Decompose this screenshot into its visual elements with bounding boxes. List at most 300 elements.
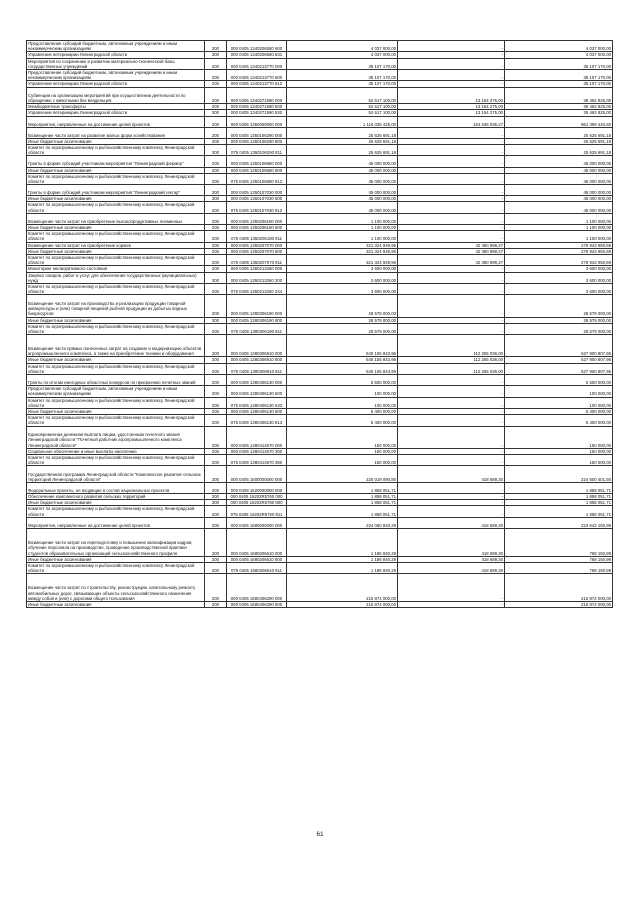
row-executed-amount-cell: - [398,173,505,184]
row-unexecuted-amount-cell: 5 400 000,00 [505,408,613,414]
row-classification-code-cell: 000 0405 1350213260 000 [227,266,287,272]
row-approved-amount-cell: 35 107 170,00 [287,81,398,87]
row-executed-amount-cell: - [398,408,505,414]
row-name-cell: Возмещение части затрат на приобретение кормов [27,242,205,248]
row-unexecuted-amount-cell: 45 000 000,00 [505,185,613,196]
row-executed-amount-cell: - [398,266,505,272]
row-line-code-cell: 200 [205,574,227,602]
row-classification-code-cell: 000 0405 1680206610 800 [227,556,287,562]
row-unexecuted-amount-cell: 45 000 000,00 [505,167,613,173]
row-executed-amount-cell: 418 689,30 [398,517,505,528]
table-row [27,562,613,573]
table-row [27,397,613,408]
row-approved-amount-cell: 1 186 840,29 [287,562,398,573]
table-row [27,602,613,608]
row-executed-amount-cell: - [398,454,505,465]
row-line-code-cell: 200 [205,426,227,448]
row-unexecuted-amount-cell: 527 900 807,96 [505,335,613,357]
row-unexecuted-amount-cell: 215 874 000,00 [505,602,613,608]
row-line-code-cell: 200 [205,528,227,556]
row-unexecuted-amount-cell: 39 462 825,00 [505,110,613,116]
table-row [27,272,613,283]
row-name-cell: Федеральные проекты, не входящие в состав национальных проектов [27,482,205,493]
row-executed-amount-cell: 418 689,30 [398,528,505,556]
row-approved-amount-cell: 150 000,00 [287,454,398,465]
row-executed-amount-cell: - [398,145,505,156]
row-executed-amount-cell: 112 255 036,00 [398,335,505,357]
row-approved-amount-cell: 52 617 100,00 [287,110,398,116]
row-approved-amount-cell: 45 000 000,00 [287,167,398,173]
row-executed-amount-cell: - [398,506,505,517]
row-approved-amount-cell: 1 116 035 425,00 [287,116,398,127]
row-line-code-cell: 200 [205,295,227,317]
table-row [27,58,613,69]
row-name-cell: Комитет по агропромышленному и рыбохозяйственному комплексу Ленинградской области [27,397,205,408]
row-unexecuted-amount-cell: 223 642 150,99 [505,517,613,528]
row-line-code-cell: 200 [205,397,227,408]
row-approved-amount-cell: 1 858 051,71 [287,506,398,517]
table-row [27,173,613,184]
row-executed-amount-cell: - [398,213,505,224]
row-approved-amount-cell: 25 625 691,18 [287,127,398,138]
row-classification-code-cell: 075 0405 1350106290 811 [227,145,287,156]
row-name-cell: Предоставление субсидий бюджетным, автономным учреждениям и иным некоммерческим организациям [27,70,205,81]
table-row [27,426,613,448]
row-line-code-cell: 200 [205,408,227,414]
row-name-cell: Единовременная денежная выплата лицам, удостоенным почетного звания Ленинградской области "Почетный работник агропромышленного комплекса Ленинградской области" [27,426,205,448]
row-name-cell: Иные бюджетные ассигнования [27,317,205,323]
row-name-cell: Возмещение части прямых понесенных затрат на создание и модернизацию объектов агропромышленного комплекса, а также на приобретение техники и оборудования [27,335,205,357]
row-approved-amount-cell: 215 874 000,00 [287,602,398,608]
row-classification-code-cell: 000 0405 1380414570 000 [227,426,287,448]
row-executed-amount-cell: - [398,375,505,386]
row-approved-amount-cell: 640 155 843,96 [287,357,398,363]
row-name-cell: Комитет по агропромышленному и рыбохозяйственному комплексу Ленинградской области [27,363,205,374]
row-name-cell: Иные бюджетные ассигнования [27,357,205,363]
row-line-code-cell: 200 [205,156,227,167]
row-classification-code-cell: 000 0405 1350106580 000 [227,156,287,167]
row-unexecuted-amount-cell: 28 579 000,00 [505,317,613,323]
row-approved-amount-cell: 3 600 000,00 [287,284,398,295]
row-line-code-cell: 200 [205,494,227,500]
row-executed-amount-cell: 42 380 999,27 [398,248,505,254]
row-classification-code-cell: 000 0405 1680406290 000 [227,574,287,602]
row-classification-code-cell: 075 0405 1380306190 811 [227,323,287,334]
row-approved-amount-cell: 25 625 691,18 [287,145,398,156]
row-classification-code-cell: 000 0405 1340271590 500 [227,104,287,110]
row-executed-amount-cell: - [398,70,505,81]
row-classification-code-cell: 000 0405 1340206580 600 [227,41,287,52]
row-unexecuted-amount-cell: 5 500 000,00 [505,375,613,386]
row-approved-amount-cell: 35 107 170,00 [287,58,398,69]
table-row [27,363,613,374]
row-name-cell: Предоставление субсидий бюджетным, автономным учреждениям и иным некоммерческим организациям [27,386,205,397]
row-unexecuted-amount-cell: 3 600 000,00 [505,272,613,283]
row-approved-amount-cell: 150 000,00 [287,448,398,454]
row-executed-amount-cell: 13 154 275,00 [398,104,505,110]
row-line-code-cell: 200 [205,213,227,224]
row-unexecuted-amount-cell: 768 150,99 [505,562,613,573]
row-classification-code-cell: 000 0405 1350000000 000 [227,116,287,127]
row-executed-amount-cell: - [398,231,505,242]
table-row [27,41,613,52]
table-row [27,295,613,317]
row-line-code-cell: 200 [205,317,227,323]
row-unexecuted-amount-cell: 1 858 051,71 [505,494,613,500]
budget-execution-table [26,40,613,608]
row-name-cell: Мероприятия, направленные на достижение целей проектов [27,517,205,528]
row-executed-amount-cell: - [398,602,505,608]
row-name-cell: Гранты по итогам ежегодных областных конкурсов по присвоению почетных званий [27,375,205,386]
row-executed-amount-cell: 42 380 999,27 [398,254,505,265]
row-name-cell: Государственная программа Ленинградской области "Комплексное развитие сельских территорий Ленинградской области" [27,466,205,483]
row-line-code-cell: 200 [205,517,227,528]
table-row [27,506,613,517]
table-row [27,231,613,242]
row-name-cell: Иные бюджетные ассигнования [27,556,205,562]
row-classification-code-cell: 000 0405 1350107030 000 [227,185,287,196]
row-classification-code-cell: 000 0405 1350213260 200 [227,272,287,283]
row-unexecuted-amount-cell: 5 400 000,00 [505,415,613,426]
row-approved-amount-cell: 100 000,00 [287,397,398,408]
row-approved-amount-cell: 5 500 000,00 [287,375,398,386]
row-line-code-cell: 200 [205,231,227,242]
row-unexecuted-amount-cell: 278 943 950,69 [505,242,613,248]
row-line-code-cell: 200 [205,104,227,110]
row-approved-amount-cell: 224 060 840,29 [287,517,398,528]
row-classification-code-cell: 000 0405 1350106580 800 [227,167,287,173]
row-line-code-cell: 200 [205,242,227,248]
row-name-cell: Комитет по агропромышленному и рыбохозяйственному комплексу Ленинградской области [27,173,205,184]
row-approved-amount-cell: 3 600 000,00 [287,266,398,272]
row-classification-code-cell: 000 0405 1340213770 000 [227,58,287,69]
row-name-cell: Управление ветеринарии Ленинградской области [27,52,205,58]
row-classification-code-cell: 000 0405 1680000000 000 [227,517,287,528]
row-unexecuted-amount-cell: 100 000,00 [505,397,613,408]
row-unexecuted-amount-cell: 28 579 000,00 [505,295,613,317]
row-name-cell: Иные бюджетные ассигнования [27,602,205,608]
row-approved-amount-cell: 5 400 000,00 [287,415,398,426]
row-executed-amount-cell: - [398,202,505,213]
row-unexecuted-amount-cell: 1 858 051,71 [505,506,613,517]
row-line-code-cell: 200 [205,602,227,608]
row-classification-code-cell: 000 0405 1380306190 000 [227,295,287,317]
row-name-cell: Иные бюджетные ассигнования [27,248,205,254]
row-line-code-cell: 200 [205,224,227,230]
row-classification-code-cell: 000 0405 1680206610 000 [227,528,287,556]
row-line-code-cell: 200 [205,323,227,334]
row-unexecuted-amount-cell: 39 462 825,00 [505,104,613,110]
row-executed-amount-cell: - [398,317,505,323]
row-executed-amount-cell: - [398,426,505,448]
row-approved-amount-cell: 321 324 949,96 [287,248,398,254]
row-line-code-cell: 200 [205,145,227,156]
row-executed-amount-cell: - [398,41,505,52]
row-name-cell: Межбюджетные трансферты [27,104,205,110]
row-approved-amount-cell: 1 858 051,71 [287,494,398,500]
report-sheet [26,40,612,608]
row-approved-amount-cell: 3 600 000,00 [287,272,398,283]
row-line-code-cell: 200 [205,52,227,58]
row-approved-amount-cell: 28 579 000,00 [287,295,398,317]
table-row [27,145,613,156]
row-unexecuted-amount-cell: 961 399 440,60 [505,116,613,127]
row-line-code-cell: 200 [205,196,227,202]
table-row [27,386,613,397]
row-approved-amount-cell: 52 617 100,00 [287,87,398,104]
row-name-cell: Иные бюджетные ассигнования [27,138,205,144]
row-approved-amount-cell: 1 858 051,71 [287,482,398,493]
row-unexecuted-amount-cell: 1 858 051,71 [505,500,613,506]
row-classification-code-cell: 075 0405 1380414570 350 [227,454,287,465]
row-approved-amount-cell: 45 000 000,00 [287,173,398,184]
row-approved-amount-cell: 225 019 090,80 [287,466,398,483]
row-unexecuted-amount-cell: 39 462 825,00 [505,87,613,104]
row-name-cell: Социальное обеспечение и иные выплаты населению [27,448,205,454]
row-executed-amount-cell: - [398,482,505,493]
row-name-cell: Возмещение части затрат на переподготовку и повышение квалификации кадров, обучение персонала на производстве, проведение производственной практики студентов образовательных организаций сельскохозяйственного профиля [27,528,205,556]
row-name-cell: Мониторинг мелиоративного состояния [27,266,205,272]
table-row [27,87,613,104]
table-row [27,323,613,334]
row-approved-amount-cell: 321 324 949,96 [287,242,398,248]
row-name-cell: Комитет по агропромышленному и рыбохозяйственному комплексу Ленинградской области [27,254,205,265]
table-row [27,517,613,528]
row-name-cell: Комитет по агропромышленному и рыбохозяйственному комплексу Ленинградской области [27,202,205,213]
row-classification-code-cell: 000 0405 1350206180 800 [227,224,287,230]
row-name-cell: Возмещение части затрат на приобретение высокопродуктивных племенных [27,213,205,224]
row-unexecuted-amount-cell: 224 600 401,50 [505,466,613,483]
row-unexecuted-amount-cell: 25 625 691,18 [505,145,613,156]
row-executed-amount-cell: - [398,295,505,317]
table-row [27,375,613,386]
row-line-code-cell: 200 [205,454,227,465]
row-approved-amount-cell: 100 000,00 [287,386,398,397]
row-classification-code-cell: 000 0405 1350207070 800 [227,248,287,254]
row-line-code-cell: 200 [205,173,227,184]
row-classification-code-cell: 000 0405 1380306190 800 [227,317,287,323]
row-classification-code-cell: 075 0405 1350206180 811 [227,231,287,242]
row-name-cell: Предоставление субсидий бюджетным, автономным учреждениям и иным некоммерческим организациям [27,41,205,52]
row-classification-code-cell: 000 0405 1380406130 600 [227,386,287,397]
table-row [27,466,613,483]
row-executed-amount-cell: 418 689,30 [398,556,505,562]
row-executed-amount-cell: 154 636 035,27 [398,116,505,127]
row-approved-amount-cell: 1 186 840,29 [287,528,398,556]
row-classification-code-cell: 000 0405 1380306910 000 [227,335,287,357]
row-approved-amount-cell: 25 625 691,18 [287,138,398,144]
row-classification-code-cell: 000 0405 1380306910 800 [227,357,287,363]
row-unexecuted-amount-cell: 35 107 170,00 [505,70,613,81]
row-approved-amount-cell: 1 100 000,00 [287,213,398,224]
row-line-code-cell: 200 [205,500,227,506]
row-line-code-cell: 200 [205,116,227,127]
row-approved-amount-cell: 45 000 000,00 [287,202,398,213]
row-line-code-cell: 200 [205,248,227,254]
row-executed-amount-cell: 42 380 999,27 [398,242,505,248]
row-executed-amount-cell: - [398,138,505,144]
table-row [27,127,613,138]
row-approved-amount-cell: 640 155 843,96 [287,363,398,374]
row-unexecuted-amount-cell: 45 000 000,00 [505,156,613,167]
table-row [27,415,613,426]
row-executed-amount-cell: 418 689,30 [398,466,505,483]
row-approved-amount-cell: 321 324 949,96 [287,254,398,265]
row-unexecuted-amount-cell: 3 600 000,00 [505,284,613,295]
table-row [27,574,613,602]
row-approved-amount-cell: 215 874 000,00 [287,574,398,602]
row-line-code-cell: 200 [205,482,227,493]
row-name-cell: Закупка товаров, работ и услуг для обеспечения государственных (муниципальных) нужд [27,272,205,283]
row-classification-code-cell: 000 0405 1340206580 631 [227,52,287,58]
row-classification-code-cell: 000 0405 1340213770 612 [227,81,287,87]
table-row [27,482,613,493]
row-classification-code-cell: 000 0405 1350107030 800 [227,196,287,202]
row-approved-amount-cell: 45 000 000,00 [287,156,398,167]
row-line-code-cell: 200 [205,266,227,272]
row-executed-amount-cell: - [398,272,505,283]
row-name-cell: Управление ветеринарии Ленинградской области [27,81,205,87]
row-unexecuted-amount-cell: 215 874 000,00 [505,574,613,602]
row-unexecuted-amount-cell: 1 100 000,00 [505,224,613,230]
row-unexecuted-amount-cell: 35 107 170,00 [505,58,613,69]
row-name-cell: Комитет по агропромышленному и рыбохозяйственному комплексу Ленинградской области [27,231,205,242]
row-unexecuted-amount-cell: 150 000,00 [505,454,613,465]
row-classification-code-cell: 000 0405 1340213770 600 [227,70,287,81]
row-name-cell: Иные бюджетные ассигнования [27,167,205,173]
row-unexecuted-amount-cell: 25 625 691,18 [505,127,613,138]
row-line-code-cell: 200 [205,58,227,69]
row-executed-amount-cell: - [398,127,505,138]
row-unexecuted-amount-cell: 45 000 000,00 [505,196,613,202]
row-unexecuted-amount-cell: 150 000,00 [505,426,613,448]
row-executed-amount-cell: - [398,500,505,506]
row-executed-amount-cell: - [398,386,505,397]
row-line-code-cell: 200 [205,284,227,295]
row-unexecuted-amount-cell: 278 943 950,69 [505,254,613,265]
row-unexecuted-amount-cell: 100 000,00 [505,386,613,397]
row-executed-amount-cell: - [398,574,505,602]
row-classification-code-cell: 000 0405 1350207070 000 [227,242,287,248]
row-unexecuted-amount-cell: 28 579 000,00 [505,323,613,334]
row-classification-code-cell: 000 0405 16202R5760 800 [227,500,287,506]
row-unexecuted-amount-cell: 3 600 000,00 [505,266,613,272]
row-executed-amount-cell: - [398,185,505,196]
row-executed-amount-cell: - [398,494,505,500]
row-approved-amount-cell: 1 100 000,00 [287,224,398,230]
row-unexecuted-amount-cell: 1 858 051,71 [505,482,613,493]
row-executed-amount-cell: 112 255 036,00 [398,363,505,374]
row-approved-amount-cell: 52 617 100,00 [287,104,398,110]
row-executed-amount-cell: - [398,323,505,334]
row-name-cell: Иные бюджетные ассигнования [27,500,205,506]
table-row [27,116,613,127]
row-line-code-cell: 200 [205,386,227,397]
row-name-cell: Иные бюджетные ассигнования [27,196,205,202]
row-name-cell: Обеспечение комплексного развития сельских территорий [27,494,205,500]
row-classification-code-cell: 000 0405 1620000000 000 [227,482,287,493]
row-executed-amount-cell: 13 154 275,00 [398,87,505,104]
row-name-cell: Комитет по агропромышленному и рыбохозяйственному комплексу Ленинградской области [27,415,205,426]
row-classification-code-cell: 000 0405 1350206180 000 [227,213,287,224]
row-name-cell: Комитет по агропромышленному и рыбохозяйственному комплексу Ленинградской области [27,284,205,295]
row-line-code-cell: 200 [205,357,227,363]
row-executed-amount-cell: - [398,224,505,230]
row-classification-code-cell: 075 0405 1380306910 811 [227,363,287,374]
row-executed-amount-cell: - [398,52,505,58]
row-unexecuted-amount-cell: 150 000,00 [505,448,613,454]
row-name-cell: Комитет по агропромышленному и рыбохозяйственному комплексу Ленинградской области [27,562,205,573]
row-unexecuted-amount-cell: 4 037 000,00 [505,52,613,58]
row-unexecuted-amount-cell: 768 150,99 [505,556,613,562]
row-classification-code-cell: 000 0405 1600000000 000 [227,466,287,483]
table-row [27,454,613,465]
row-line-code-cell: 200 [205,272,227,283]
row-line-code-cell: 200 [205,562,227,573]
row-unexecuted-amount-cell: 25 625 691,18 [505,138,613,144]
row-line-code-cell: 200 [205,363,227,374]
row-line-code-cell: 200 [205,81,227,87]
row-name-cell: Возмещение части затрат на развитие малых форм хозяйствования [27,127,205,138]
row-name-cell: Гранты в форме субсидий участникам мероприятия "Ленинградский гектар" [27,185,205,196]
row-executed-amount-cell: 112 255 036,00 [398,357,505,363]
row-classification-code-cell: 075 0405 1680206610 811 [227,562,287,573]
row-unexecuted-amount-cell: 278 943 950,69 [505,248,613,254]
row-executed-amount-cell: - [398,397,505,408]
row-line-code-cell: 200 [205,167,227,173]
table-row [27,70,613,81]
row-classification-code-cell: 000 0405 1350106290 000 [227,127,287,138]
row-line-code-cell: 200 [205,466,227,483]
table-row [27,202,613,213]
row-name-cell: Комитет по агропромышленному и рыбохозяйственному комплексу Ленинградской области [27,506,205,517]
row-line-code-cell: 200 [205,185,227,196]
page-number: 61 [316,831,324,838]
row-name-cell: Комитет по агропромышленному и рыбохозяйственному комплексу Ленинградской области [27,145,205,156]
row-classification-code-cell: 000 0405 1380414570 300 [227,448,287,454]
row-classification-code-cell: 075 0405 1350106580 812 [227,173,287,184]
row-classification-code-cell: 000 0405 1680406290 800 [227,602,287,608]
row-line-code-cell: 200 [205,506,227,517]
row-classification-code-cell: 075 0405 1350207070 811 [227,254,287,265]
row-classification-code-cell: 075 0405 1380406130 813 [227,415,287,426]
row-classification-code-cell: 075 0405 1350213260 244 [227,284,287,295]
row-classification-code-cell: 000 0405 1380406130 000 [227,375,287,386]
row-line-code-cell: 200 [205,41,227,52]
row-line-code-cell: 200 [205,254,227,265]
row-name-cell: Иные бюджетные ассигнования [27,224,205,230]
row-name-cell: Мероприятия, направленные на достижение целей проектов [27,116,205,127]
row-unexecuted-amount-cell: 35 107 170,00 [505,81,613,87]
row-name-cell: Возмещение части затрат на производство и реализацию продукции товарной аквакультуры и (или) товарной пищевой рыбной продукции из добытых водных биоресурсов [27,295,205,317]
row-classification-code-cell: 075 0405 16202R5760 811 [227,506,287,517]
row-approved-amount-cell: 45 000 000,00 [287,185,398,196]
row-classification-code-cell: 075 0405 1350107030 812 [227,202,287,213]
row-executed-amount-cell: - [398,81,505,87]
row-unexecuted-amount-cell: 768 150,99 [505,528,613,556]
row-classification-code-cell: 000 0405 1340271590 530 [227,110,287,116]
row-executed-amount-cell: - [398,196,505,202]
row-approved-amount-cell: 640 155 843,96 [287,335,398,357]
row-classification-code-cell: 000 0405 16202R5760 000 [227,494,287,500]
table-row [27,528,613,556]
row-executed-amount-cell: 13 154 275,00 [398,110,505,116]
row-executed-amount-cell: - [398,415,505,426]
row-unexecuted-amount-cell: 527 900 807,96 [505,357,613,363]
row-approved-amount-cell: 1 100 000,00 [287,231,398,242]
row-line-code-cell: 200 [205,415,227,426]
row-unexecuted-amount-cell: 45 000 000,00 [505,202,613,213]
